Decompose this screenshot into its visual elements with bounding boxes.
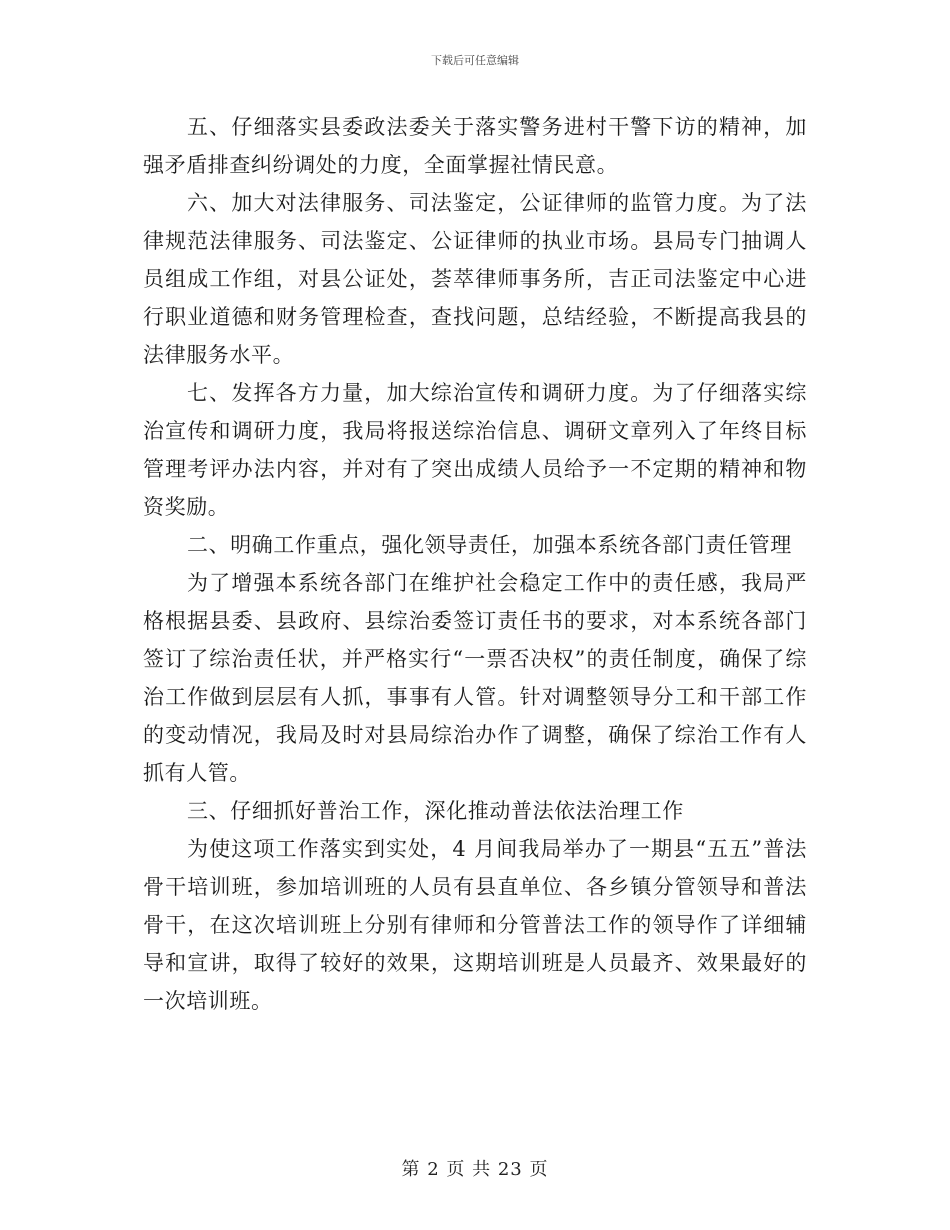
document-body: [143, 108, 807, 1020]
paragraph-section-3-body: 为使这项工作落实到实处，4 月间我局举办了一期县“五五”普法骨干培训班，参加培训班的人员有县直单位、各乡镇分管领导和普法骨干，在这次培训班上分别有律师和分管普法工作的领导作了详细辅导和宣讲，取得了较好的效果，这期培训班是人员最齐、效果最好的一次培训班。: [143, 837, 807, 1013]
section-heading-2: 二、明确工作重点，强化领导责任，加强本系统各部门责任管理: [187, 533, 792, 557]
page-number-footer: 第 2 页 共 23 页: [401, 1159, 549, 1180]
paragraph-item-7: 七、发挥各方力量，加大综治宣传和调研力度。为了仔细落实综治宣传和调研力度，我局将报送综治信息、调研文章列入了年终目标管理考评办法内容，并对有了突出成绩人员给予一不定期的精神和物资奖励。: [143, 381, 807, 519]
paragraph-section-2-body: 为了增强本系统各部门在维护社会稳定工作中的责任感，我局严格根据县委、县政府、县综治委签订责任书的要求，对本系统各部门签订了综治责任状，并严格实行“一票否决权”的责任制度，确保了综治工作做到层层有人抓，事事有人管。针对调整领导分工和干部工作的变动情况，我局及时对县局综治办作了调整，确保了综治工作有人抓有人管。: [143, 571, 807, 785]
paragraph-item-5: 五、仔细落实县委政法委关于落实警务进村干警下访的精神，加强矛盾排查纠纷调处的力度，全面掌握社情民意。: [143, 115, 807, 177]
section-heading-3: 三、仔细抓好普治工作，深化推动普法依法治理工作: [187, 799, 684, 823]
paragraph-item-6: 六、加大对法律服务、司法鉴定，公证律师的监管力度。为了法律规范法律服务、司法鉴定、公证律师的执业市场。县局专门抽调人员组成工作组，对县公证处，荟萃律师事务所，吉正司法鉴定中心进行职业道德和财务管理检查，查找问题，总结经验，不断提高我县的法律服务水平。: [143, 191, 807, 367]
page-header: 下载后可任意编辑: [431, 54, 519, 67]
